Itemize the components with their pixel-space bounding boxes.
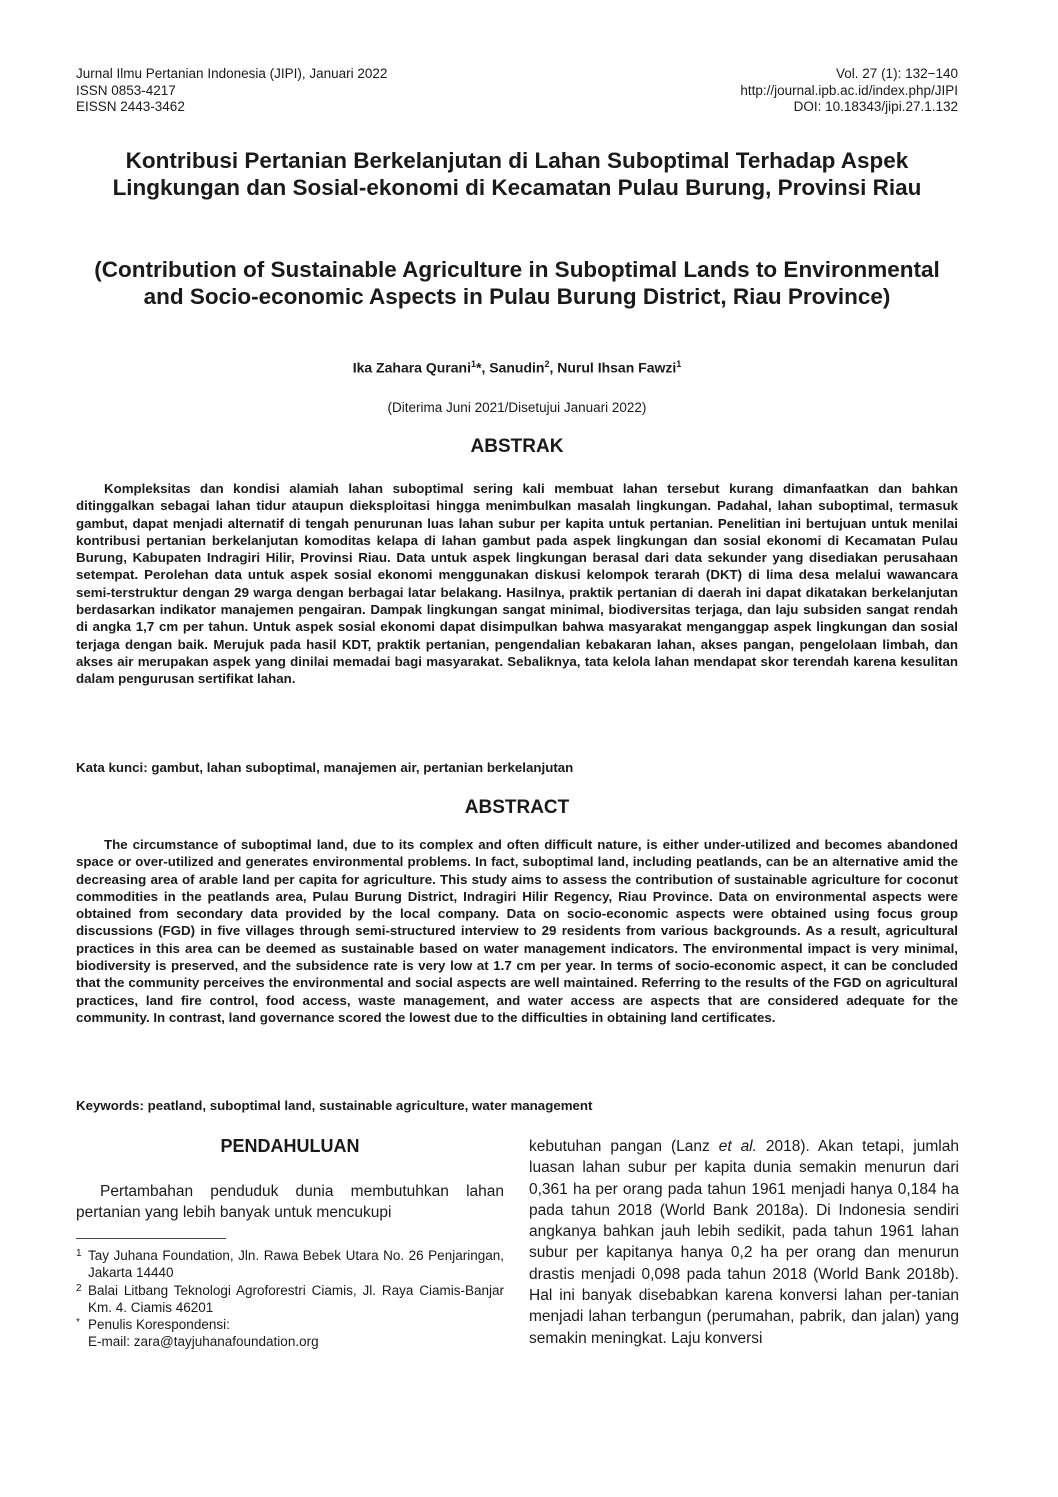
author-3-affiliation: 1 [676, 359, 682, 369]
footnote-item [76, 1247, 504, 1282]
corresponding-mark: *, [476, 359, 490, 376]
intro-paragraph-left: Pertambahan penduduk dunia membutuhkan lahan pertanian yang lebih banyak untuk mencukupi [76, 1183, 504, 1222]
footnote-text: Penulis Korespondensi: [88, 1317, 230, 1333]
footnote-mark: 1 [76, 1248, 82, 1259]
title-indonesian: Kontribusi Pertanian Berkelanjutan di Lahan Suboptimal Terhadap Aspek Lingkungan dan Sosial-ekonomi di Kecamatan Pulau Burung, Provinsi Riau [112, 148, 922, 200]
author-1: Ika Zahara Qurani [352, 359, 471, 376]
keywords: Keywords: peatland, suboptimal land, sustainable agriculture, water management [76, 1098, 593, 1113]
eissn: EISSN 2443-3462 [76, 99, 185, 114]
pendahuluan-heading: PENDAHULUAN [220, 1136, 360, 1156]
footnote-item [76, 1333, 504, 1350]
intro-text-b: 2018). Akan tetapi, jumlah luasan lahan subur per kapita dunia semakin menurun dari 0,361 ha per orang pada tahun 1961 menjadi hanya 0,184 ha pada tahun 2018 (World Bank 2018a). Di Indonesia sendiri angkanya bahkan jauh lebih sedikit, pada tahun 1961 lahan subur per kapitanya hanya 0,2 ha per orang dan menurun drastis menjadi 0,098 pada tahun 2018 (World Bank 2018b). Hal ini banyak disebabkan karena konversi lahan per-tanian menjadi lahan terbangun (perumahan, pabrik, dan jalan) yang semakin meningkat. Laju konversi [529, 1138, 959, 1347]
intro-text-a: kebutuhan pangan (Lanz [529, 1138, 719, 1155]
journal-header-left [76, 66, 387, 116]
abstrak-body: Kompleksitas dan kondisi alamiah lahan suboptimal sering kali membuat lahan tersebut kurang dimanfaatkan dan bahkan ditinggalkan sebagai lahan tidur ataupun dieksploitasi hingga menimbulkan masalah lingkungan. Padahal, lahan suboptimal, termasuk gambut, dapat menjadi alternatif di tengah penurunan luas lahan subur per kapita untuk pertanian. Penelitian ini bertujuan untuk menilai kontribusi pertanian berkelanjutan komoditas kelapa di lahan gambut pada aspek lingkungan dan sosial ekonomi di Kecamatan Pulau Burung, Kabupaten Indragiri Hilir, Provinsi Riau. Data untuk aspek lingkungan berasal dari data sekunder yang disediakan perusahaan setempat. Perolehan data untuk aspek sosial ekonomi menggunakan diskusi kelompok terarah (DKT) di lima desa melalui wawancara semi-terstruktur dengan 29 warga dengan berbagai latar belakang. Hasilnya, praktik pertanian di daerah ini dapat dikatakan berkelanjutan berdasarkan indikator manajemen pengairan. Dampak lingkungan sangat minimal, biodiversitas terjaga, dan laju subsiden sangat rendah di angka 1,7 cm per tahun. Untuk aspek sosial ekonomi dapat disimpulkan bahwa masyarakat menganggap aspek lingkungan dan sosial terjaga dengan baik. Merujuk pada hasil KDT, praktik pertanian, pengendalian kebakaran lahan, akses pangan, pengelolaan limbah, dan akses air merupakan aspek yang dinilai memadai bagi masyarakat. Sebaliknya, tata kelola lahan mendapat skor terendah karena kesulitan dalam pengurusan sertifikat lahan. [76, 481, 958, 687]
abstrak-heading: ABSTRAK [470, 436, 564, 457]
author-2: Sanudin [489, 359, 545, 376]
author-list [76, 359, 958, 376]
footnote-email[interactable]: E-mail: zara@tayjuhanafoundation.org [88, 1334, 319, 1350]
author-1-affiliation: 1 [470, 359, 476, 369]
author-2-affiliation: 2 [544, 359, 550, 369]
author-3: Nurul Ihsan Fawzi [557, 359, 677, 376]
footnote-text: Tay Juhana Foundation, Jln. Rawa Bebek Utara No. 26 Penjaringan, Jakarta 14440 [88, 1248, 504, 1281]
issn: ISSN 0853-4217 [76, 82, 176, 98]
volume-pages: Vol. 27 (1): 132−140 [836, 66, 958, 81]
footnote-mark: 2 [76, 1282, 82, 1294]
footnotes [76, 1247, 504, 1351]
received-dates: (Diterima Juni 2021/Disetujui Januari 2022) [387, 400, 647, 415]
abstract-heading: ABSTRACT [464, 797, 570, 818]
footnote-text: Balai Litbang Teknologi Agroforestri Ciamis, Jl. Raya Ciamis-Banjar Km. 4. Ciamis 46201 [88, 1282, 504, 1315]
kata-kunci: Kata kunci: gambut, lahan suboptimal, manajemen air, pertanian berkelanjutan [76, 760, 574, 775]
footnote-item [76, 1316, 504, 1333]
journal-header-right [740, 66, 958, 116]
abstract-body: The circumstance of suboptimal land, due to its complex and often difficult nature, is either under-utilized and becomes abandoned space or over-utilized and generates environmental problems. In fact, suboptimal land, including peatlands, can be an alternative amid the decreasing area of arable land per capita for agriculture. This study aims to assess the contribution of sustainable agriculture for coconut commodities in the peatlands area, Pulau Burung District, Indragiri Hilir Regency, Riau Province. Data on environmental aspects were obtained from secondary data provided by the local company. Data on socio-economic aspects were obtained using focus group discussions (FGD) in five villages through semi-structured interview to 29 residents from various backgrounds. As a result, agricultural practices in this area can be deemed as sustainable based on water management indicators. The environmental impact is very minimal, biodiversity is preserved, and the subsidence rate is very low at 1.7 cm per year. In terms of socio-economic aspect, it can be concluded that the community perceives the environmental and social aspects are well maintained. Referring to the results of the FGD on agricultural practices, land fire control, food access, waste management, and water access are aspects that are considered adequate for the community. In contrast, land governance scored the lowest due to the difficulties in obtaining land certificates. [76, 837, 958, 1025]
footnote-divider [76, 1238, 226, 1239]
journal-name: Jurnal Ilmu Pertanian Indonesia (JIPI), Januari 2022 [76, 66, 388, 81]
title-english: (Contribution of Sustainable Agriculture in Suboptimal Lands to Environmental and Socio-economic Aspects in Pulau Burung District, Riau Province) [94, 257, 940, 309]
doi[interactable]: DOI: 10.18343/jipi.27.1.132 [793, 99, 958, 114]
intro-paragraph-right [529, 1136, 959, 1349]
intro-et-al: et al. [718, 1138, 757, 1155]
footnote-mark [76, 1333, 88, 1350]
journal-url[interactable]: http://journal.ipb.ac.id/index.php/JIPI [740, 82, 958, 98]
author-separator: , [549, 359, 558, 376]
footnote-mark: * [76, 1317, 80, 1329]
footnote-item [76, 1282, 504, 1317]
